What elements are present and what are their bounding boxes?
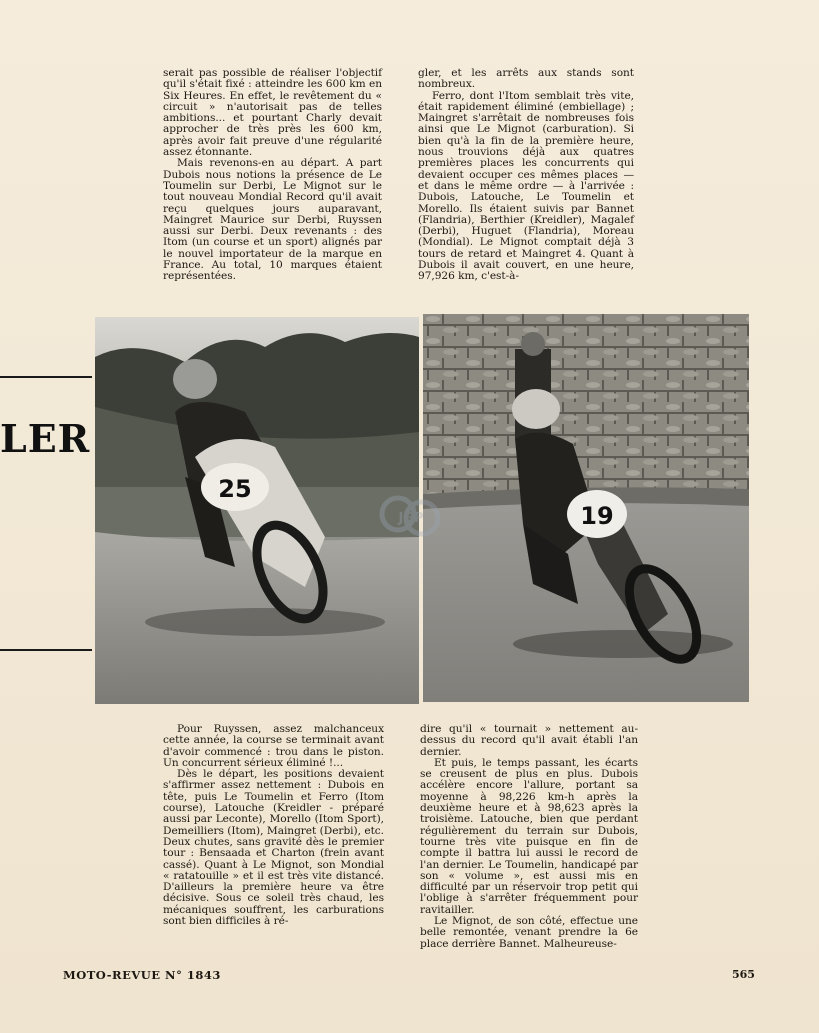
paragraph: dire qu'il « tournait » nettement au-dessus du record qu'il avait établi l'an dernier. [420, 723, 638, 758]
paragraph: serait pas possible de réaliser l'objectif qu'il s'était fixé : atteindre les 600 km en Six Heures. En effet, le revêtement du « circuit » n'autorisait pas de telles ambitions... et pourtant Charly devait approcher de très près les 600 km, après avoir fait preuve d'une régularité assez étonnante. [163, 67, 382, 159]
watermark-text: JGP [398, 511, 424, 526]
paragraph: Dès le départ, les positions devaient s'affirmer assez nettement : Dubois en tête, puis Le Toumelin et Ferro (Itom course), Latouche (Kreidler - préparé aussi par Leconte), Morello (Itom Sport), Demeilliers (Itom), Maingret (Derbi), etc. Deux chutes, sans gravité dès le premier tour : Bensaada et Charton (frein avant cassé). Quant à Le Mignot, son Mondial « ratatouille » et il est très vite distancé. D'ailleurs la première heure va être décisive. Sous ce soleil très chaud, les mécaniques souffrent, les carburations sont bien difficiles à ré- [163, 768, 384, 928]
paragraph: Le Mignot, de son côté, effectue une belle remontée, venant prendre la 6e place derrière Bannet. Malheureuse- [420, 915, 638, 950]
photo-rider-25 [95, 317, 419, 704]
text-column-1 [163, 68, 382, 283]
text-column-3 [163, 724, 384, 927]
jgp-watermark-icon [376, 488, 446, 548]
photo-rider-19 [423, 314, 749, 702]
headline-fragment: LER [0, 416, 91, 461]
text-column-2 [418, 68, 634, 283]
headline-rule-top [0, 376, 92, 378]
paragraph: Pour Ruyssen, assez malchanceux cette année, la course se terminait avant d'avoir commencé : trou dans le piston. Un concurrent sérieux éliminé !... [163, 723, 384, 769]
paragraph: Mais revenons-en au départ. A part Dubois nous notions la présence de Le Toumelin sur Derbi, Le Mignot sur le tout nouveau Mondial Record qu'il avait reçu quelques jours auparavant, Maingret Maurice sur Derbi, Ruyssen aussi sur Derbi. Deux revenants : des Itom (un course et un sport) alignés par le nouvel importateur de la marque en France. Au total, 10 marques étaient représentées. [163, 157, 382, 283]
race-number-25: 25 [218, 475, 252, 503]
race-number-19: 19 [580, 502, 614, 530]
paragraph: Et puis, le temps passant, les écarts se creusent de plus en plus. Dubois accélère encore l'allure, portant sa moyenne à 98,226 km-h après la deuxième heure et à 98,623 après la troisième. Latouche, bien que perdant régulièrement du terrain sur Dubois, tourne très vite puisque en fin de compte il battra lui aussi le record de l'an dernier. Le Toumelin, handicapé par son « volume », est aussi mis en difficulté par un réservoir trop petit qui l'oblige à s'arrêter fréquemment pour ravitailler. [420, 756, 638, 916]
text-column-4 [420, 724, 638, 950]
page-number: 565 [732, 968, 755, 981]
paragraph: Ferro, dont l'Itom semblait très vite, était rapidement éliminé (embiellage) ; Maingret s'arrêtait de nombreuses fois ainsi que Le Mignot (carburation). Si bien qu'à la fin de la première heure, nous trouvions déjà aux quatres premières places les concurrents qui devaient occuper ces mêmes places — et dans le même ordre — à l'arrivée : Dubois, Latouche, Le Toumelin et Morello. Ils étaient suivis par Bannet (Flandria), Berthier (Kreidler), Magalef (Derbi), Huguet (Flandria), Moreau (Mondial). Le Mignot comptait déjà 3 tours de retard et Maingret 4. Quant à Dubois il avait couvert, en une heure, 97,926 km, c'est-à- [418, 89, 634, 283]
headline-rule-bottom [0, 649, 92, 651]
magazine-issue: MOTO-REVUE N° 1843 [63, 968, 221, 982]
paragraph: gler, et les arrêts aux stands sont nombreux. [418, 67, 634, 91]
